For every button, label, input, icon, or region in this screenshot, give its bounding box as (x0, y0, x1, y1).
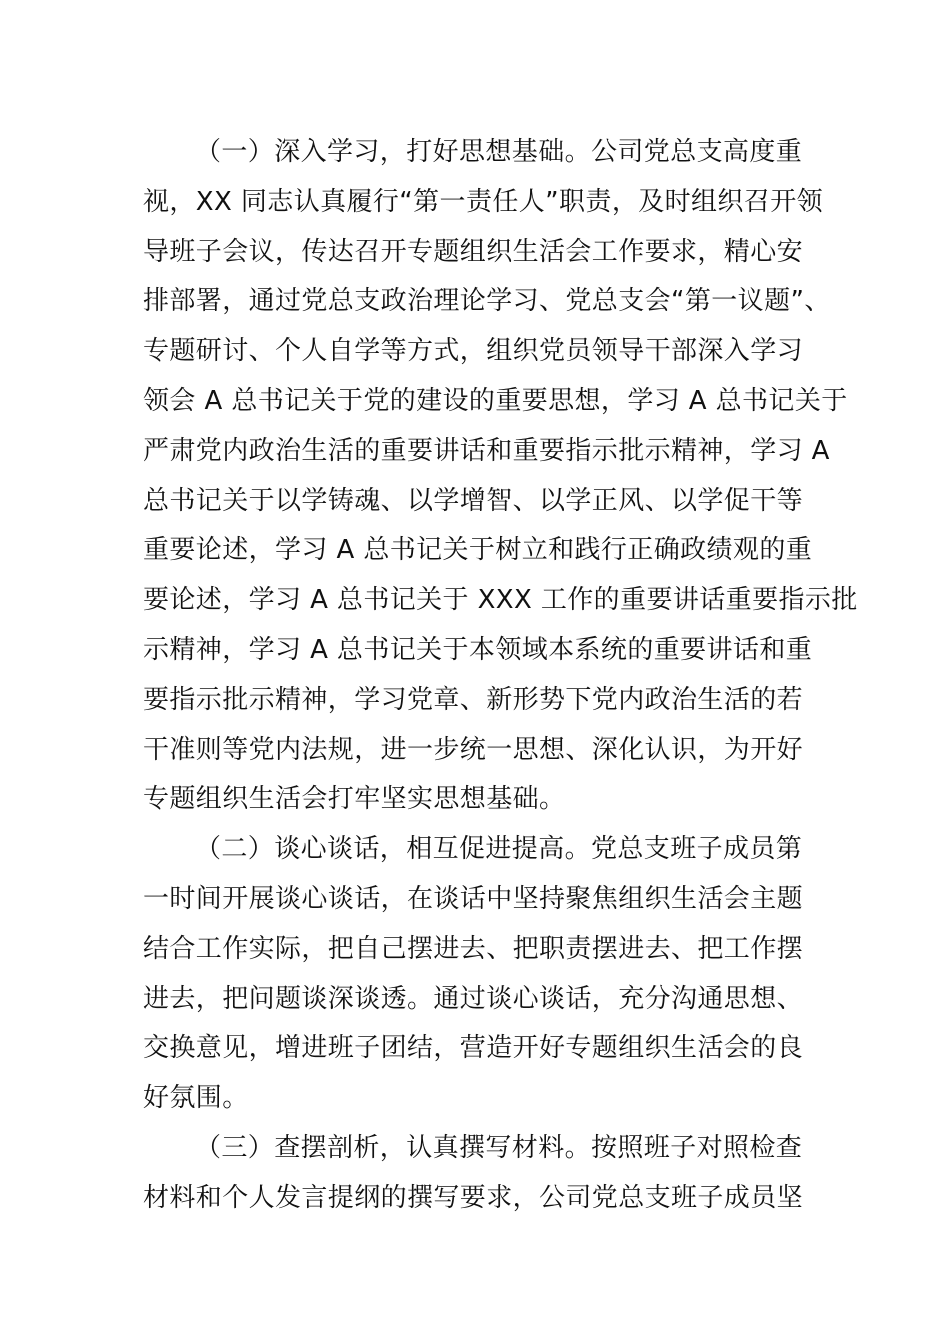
paragraph-3-line-1: （三）查摆剖析，认真撰写材料。按照班子对照检查 (195, 1132, 803, 1163)
paragraph-1-line-4: 排部署，通过党总支政治理论学习、党总支会“第一议题”、 (143, 286, 831, 317)
paragraph-2-line-5: 交换意见，增进班子团结，营造开好专题组织生活会的良 (143, 1033, 804, 1064)
paragraph-1-line-11: 示精神，学习 A 总书记关于本领域本系统的重要讲话和重 (143, 634, 813, 665)
paragraph-1-line-7: 严肃党内政治生活的重要讲话和重要指示批示精神，学习 A (143, 435, 830, 466)
paragraph-1-line-14: 专题组织生活会打牢坚实思想基础。 (143, 784, 566, 815)
paragraph-1-line-3: 导班子会议，传达召开专题组织生活会工作要求，精心安 (143, 236, 804, 267)
paragraph-2-line-3: 结合工作实际，把自己摆进去、把职责摆进去、把工作摆 (143, 933, 804, 964)
paragraph-1-line-8: 总书记关于以学铸魂、以学增智、以学正风、以学促干等 (143, 485, 804, 516)
paragraph-1-line-9: 重要论述，学习 A 总书记关于树立和践行正确政绩观的重 (143, 535, 813, 566)
paragraph-1-line-13: 干准则等党内法规，进一步统一思想、深化认识，为开好 (143, 734, 804, 765)
paragraph-1-line-2: 视，XX 同志认真履行“第一责任人”职责，及时组织召开领 (143, 186, 824, 217)
paragraph-1-line-5: 专题研讨、个人自学等方式，组织党员领导干部深入学习 (143, 336, 804, 367)
paragraph-3-line-2: 材料和个人发言提纲的撰写要求，公司党总支班子成员坚 (143, 1182, 804, 1213)
paragraph-1-line-12: 要指示批示精神，学习党章、新形势下党内政治生活的若 (143, 684, 804, 715)
paragraph-1-line-1: （一）深入学习，打好思想基础。公司党总支高度重 (195, 137, 803, 167)
paragraph-2-line-1: （二）谈心谈话，相互促进提高。党总支班子成员第 (195, 834, 803, 865)
paragraph-2-line-4: 进去，把问题谈深谈透。通过谈心谈话，充分沟通思想、 (143, 983, 804, 1014)
paragraph-1-line-6: 领会 A 总书记关于党的建设的重要思想，学习 A 总书记关于 (143, 385, 848, 416)
document-body (143, 128, 858, 1224)
paragraph-2-line-6: 好氛围。 (143, 1083, 249, 1114)
paragraph-1-line-10: 要论述，学习 A 总书记关于 XXX 工作的重要讲话重要指示批 (143, 585, 858, 616)
paragraph-2-line-2: 一时间开展谈心谈话，在谈话中坚持聚焦组织生活会主题 (143, 883, 804, 914)
